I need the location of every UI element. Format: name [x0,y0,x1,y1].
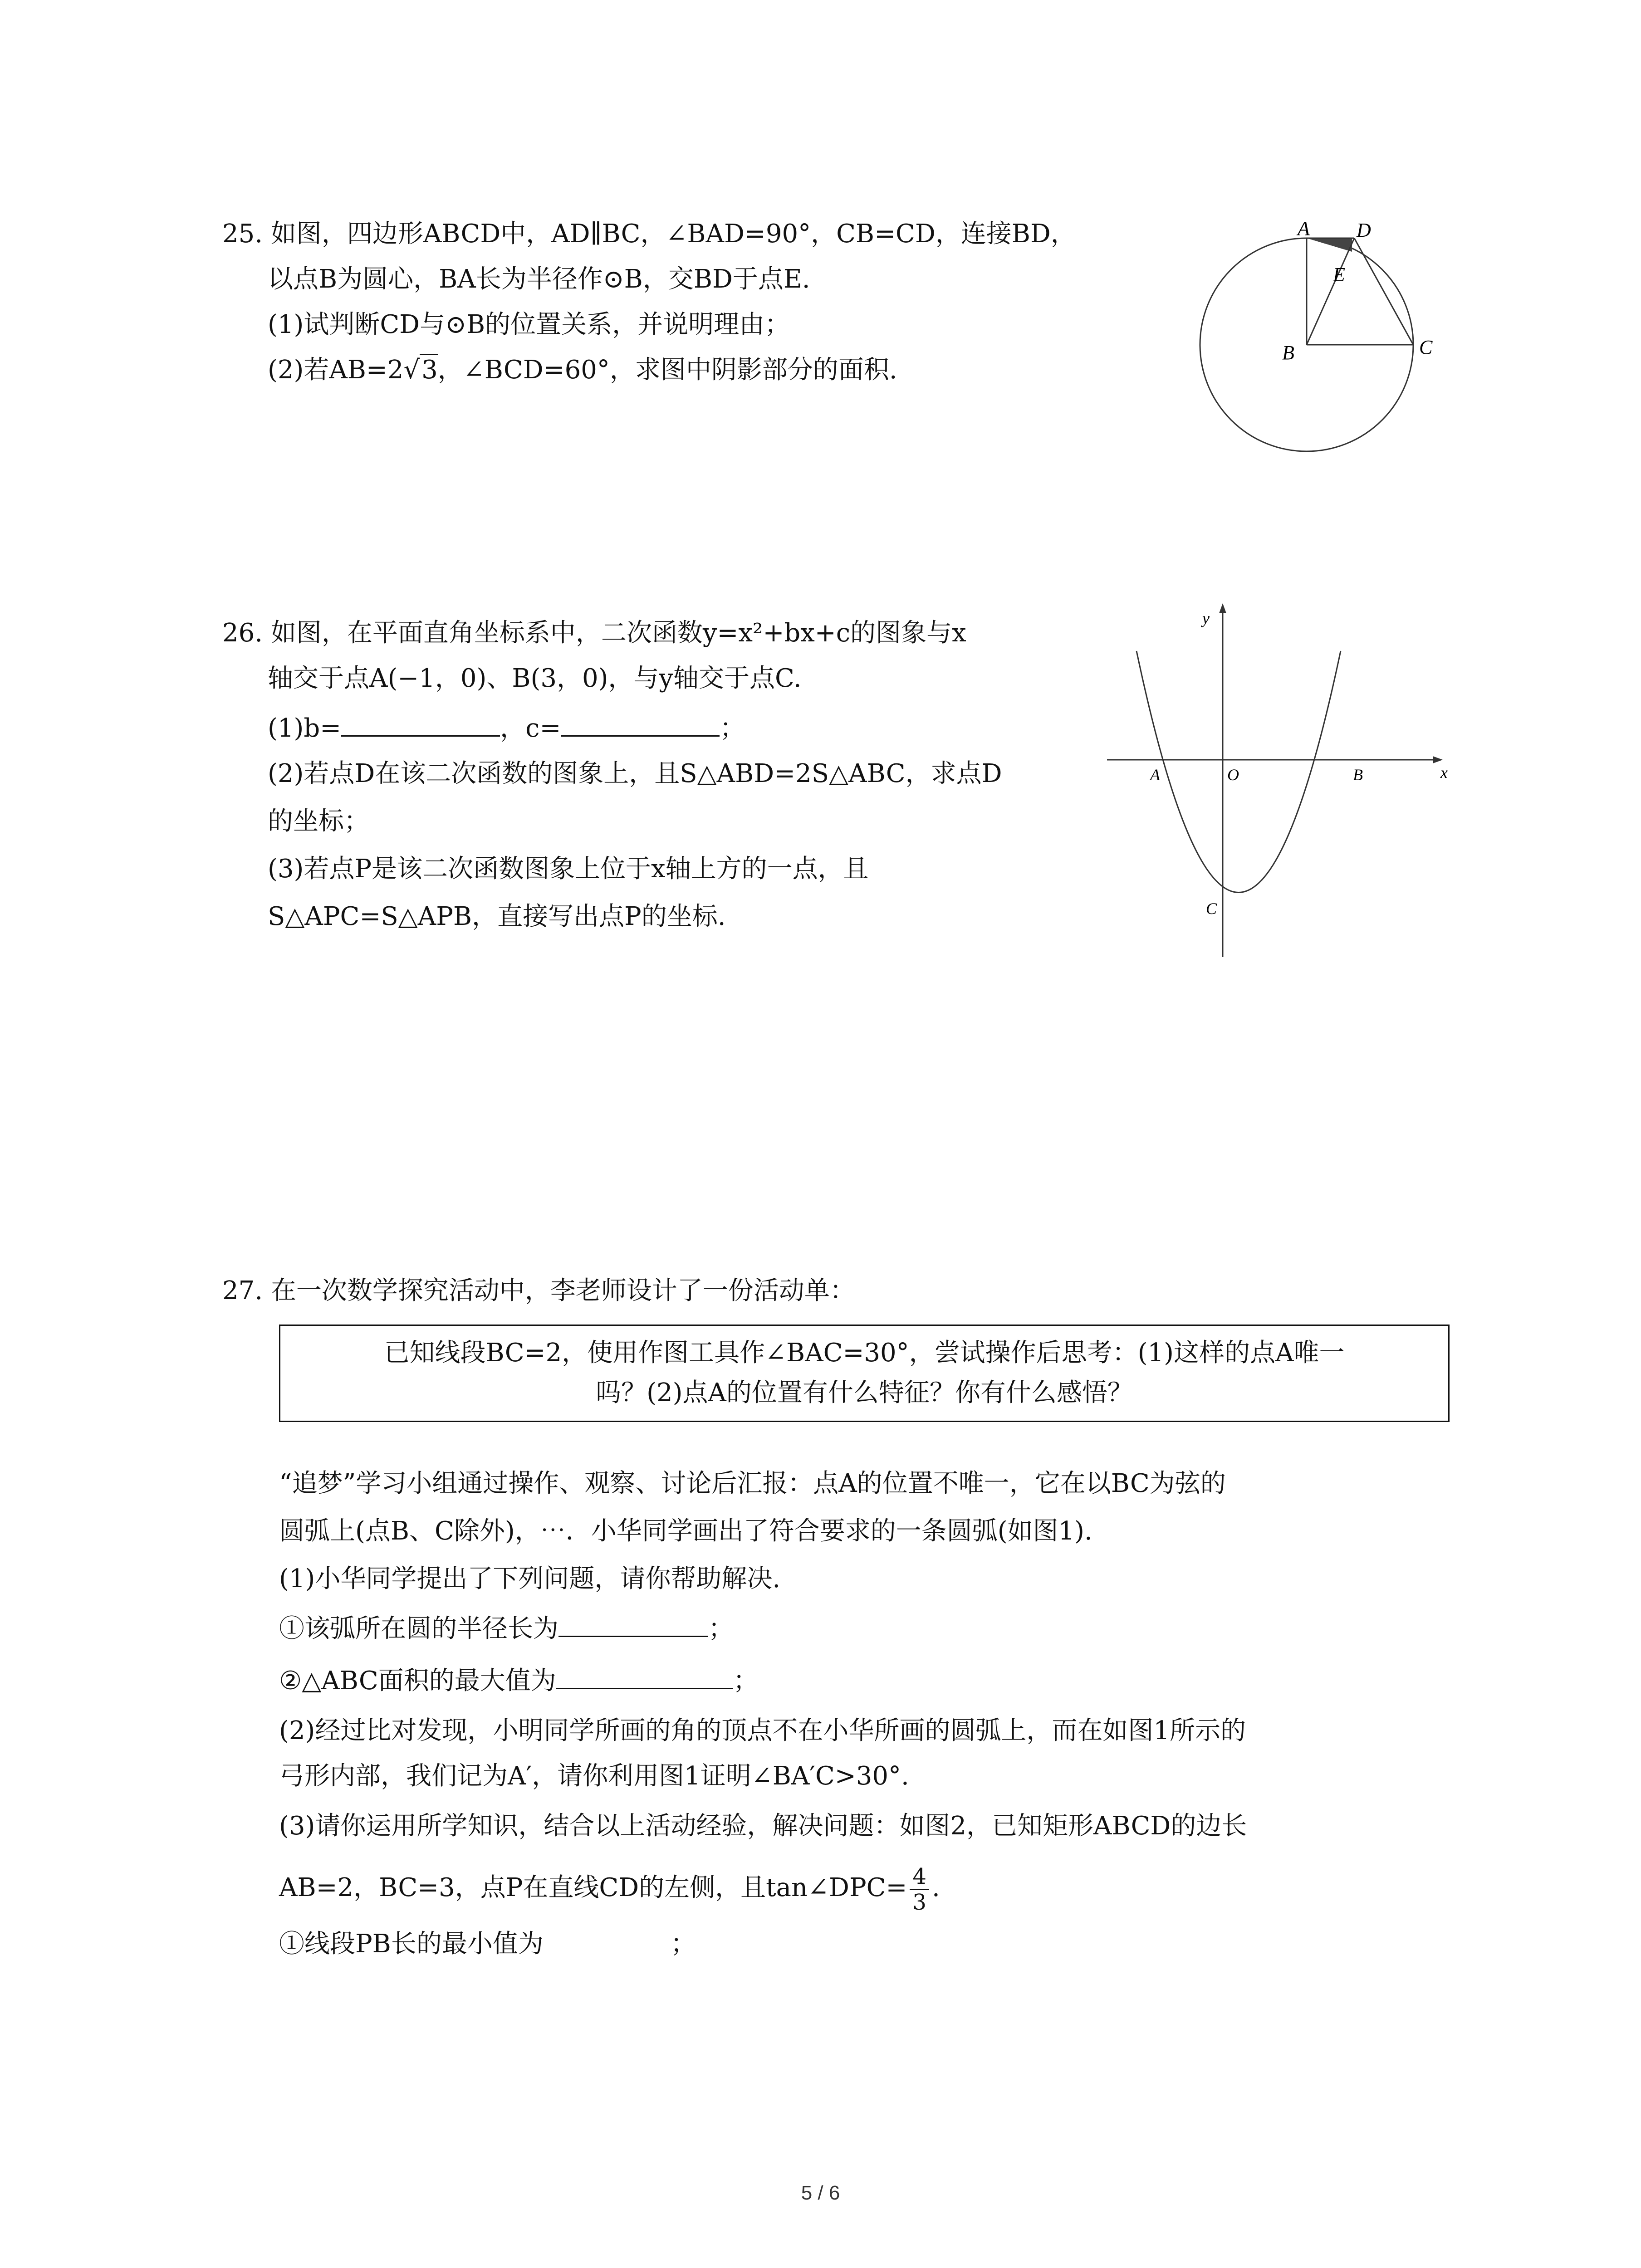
answer-blank-area[interactable] [556,1662,733,1689]
label-a: A [1298,218,1310,240]
sqrt-sign: √ [403,355,420,385]
q26-line-4: (2)若点D在该二次函数的图象上，且S△ABD=2S△ABC，求点D [268,759,1002,788]
activity-box [279,1325,1450,1422]
q27-tan-text: AB=2，BC=3，点P在直线CD的左侧，且tan∠DPC= [279,1873,907,1902]
q26-semicolon: ； [720,714,745,743]
label-c: C [1419,336,1433,358]
answer-blank-b[interactable] [341,710,500,737]
q26-line-7: S△APC=S△APB，直接写出点P的坐标. [268,902,726,931]
q26-b-label: (1)b= [268,714,342,743]
label-b: B [1353,766,1363,784]
q25-line-4-end: ，∠BCD=60°，求图中阴影部分的面积. [437,355,897,385]
label-y: y [1202,609,1210,627]
q26-line-2: 轴交于点A(−1，0)、B(3，0)，与y轴交于点C. [268,664,802,693]
x-axis-arrow [1433,756,1443,763]
activity-box-line-1: 已知线段BC=2，使用作图工具作∠BAC=30°，尝试操作后思考：(1)这样的点A唯一 [384,1338,1345,1368]
label-o: O [1227,766,1239,784]
y-axis-arrow [1219,603,1226,613]
q27-para-2: 圆弧上(点B、C除外)，⋯．小华同学画出了符合要求的一条圆弧(如图1). [279,1516,1092,1546]
q27-para-4 [279,1610,734,1645]
q25-line-4-start: (2)若AB=2 [268,355,404,385]
answer-blank-radius[interactable] [558,1610,708,1637]
answer-blank-c[interactable] [561,710,720,737]
q27-semicolon-3: ； [670,1929,696,1959]
q26-line-6: (3)若点P是该二次函数图象上位于x轴上方的一点，且 [268,854,869,884]
q27-para-1: “追梦”学习小组通过操作、观察、讨论后汇报：点A的位置不唯一，它在以BC为弦的 [279,1469,1226,1498]
q26-line-1: 26. 如图，在平面直角坐标系中，二次函数y=x²+bx+c的图象与x [222,618,966,648]
sqrt-radicand: 3 [420,354,438,385]
q27-radius-question: ①该弧所在圆的半径长为 [279,1614,558,1643]
q27-para-3: (1)小华同学提出了下列问题，请你帮助解决. [279,1564,781,1593]
q27-period: . [931,1873,940,1902]
fraction-denominator: 3 [912,1890,926,1915]
q25-line-4 [268,354,897,386]
shaded-region [1307,238,1352,252]
q27-area-question: ②△ABC面积的最大值为 [279,1666,556,1696]
q27-para-6: (2)经过比对发现，小明同学所画的角的顶点不在小华所画的圆弧上，而在如图1所示的 [279,1716,1246,1745]
q26-line-5: 的坐标； [268,807,369,836]
q26-line-3 [268,710,745,745]
label-c: C [1206,899,1217,918]
q27-semicolon-2: ； [733,1666,759,1696]
segment-bd [1307,238,1354,345]
q27-para-7: 弓形内部，我们记为A′，请你利用图1证明∠BA′C>30°. [279,1761,909,1791]
q27-para-5 [279,1662,759,1697]
q27-para-8: (3)请你运用所学知识，结合以上活动经验，解决问题：如图2，已知矩形ABCD的边长 [279,1811,1247,1841]
label-a: A [1150,766,1160,784]
q26-figure [1098,603,1461,962]
segment-dc [1354,238,1413,345]
q25-line-1: 25. 如图，四边形ABCD中，AD∥BC，∠BAD=90°，CB=CD，连接BD， [222,219,1076,249]
label-b: B [1282,342,1294,364]
q27-para-9 [279,1864,940,1915]
label-e: E [1333,264,1345,286]
q27-line-1: 27. 在一次数学探究活动中，李老师设计了一份活动单： [222,1276,855,1305]
page-number: 5 / 6 [801,2182,840,2204]
fraction-4-3 [910,1864,929,1915]
label-d: D [1357,219,1371,241]
q25-line-3: (1)试判断CD与⊙B的位置关系，并说明理由； [268,310,790,339]
q27-pb-question: ①线段PB长的最小值为 [279,1929,544,1959]
q26-c-label: ，c= [500,714,561,743]
q25-line-2: 以点B为圆心，BA长为半径作⊙B，交BD于点E. [268,264,810,294]
q27-semicolon-1: ； [708,1614,734,1643]
activity-box-line-2: 吗？(2)点A的位置有什么特征？你有什么感悟？ [596,1378,1133,1408]
q27-para-10 [279,1928,696,1960]
q25-figure [1198,218,1497,454]
fraction-numerator: 4 [910,1864,929,1890]
label-x: x [1440,763,1448,782]
